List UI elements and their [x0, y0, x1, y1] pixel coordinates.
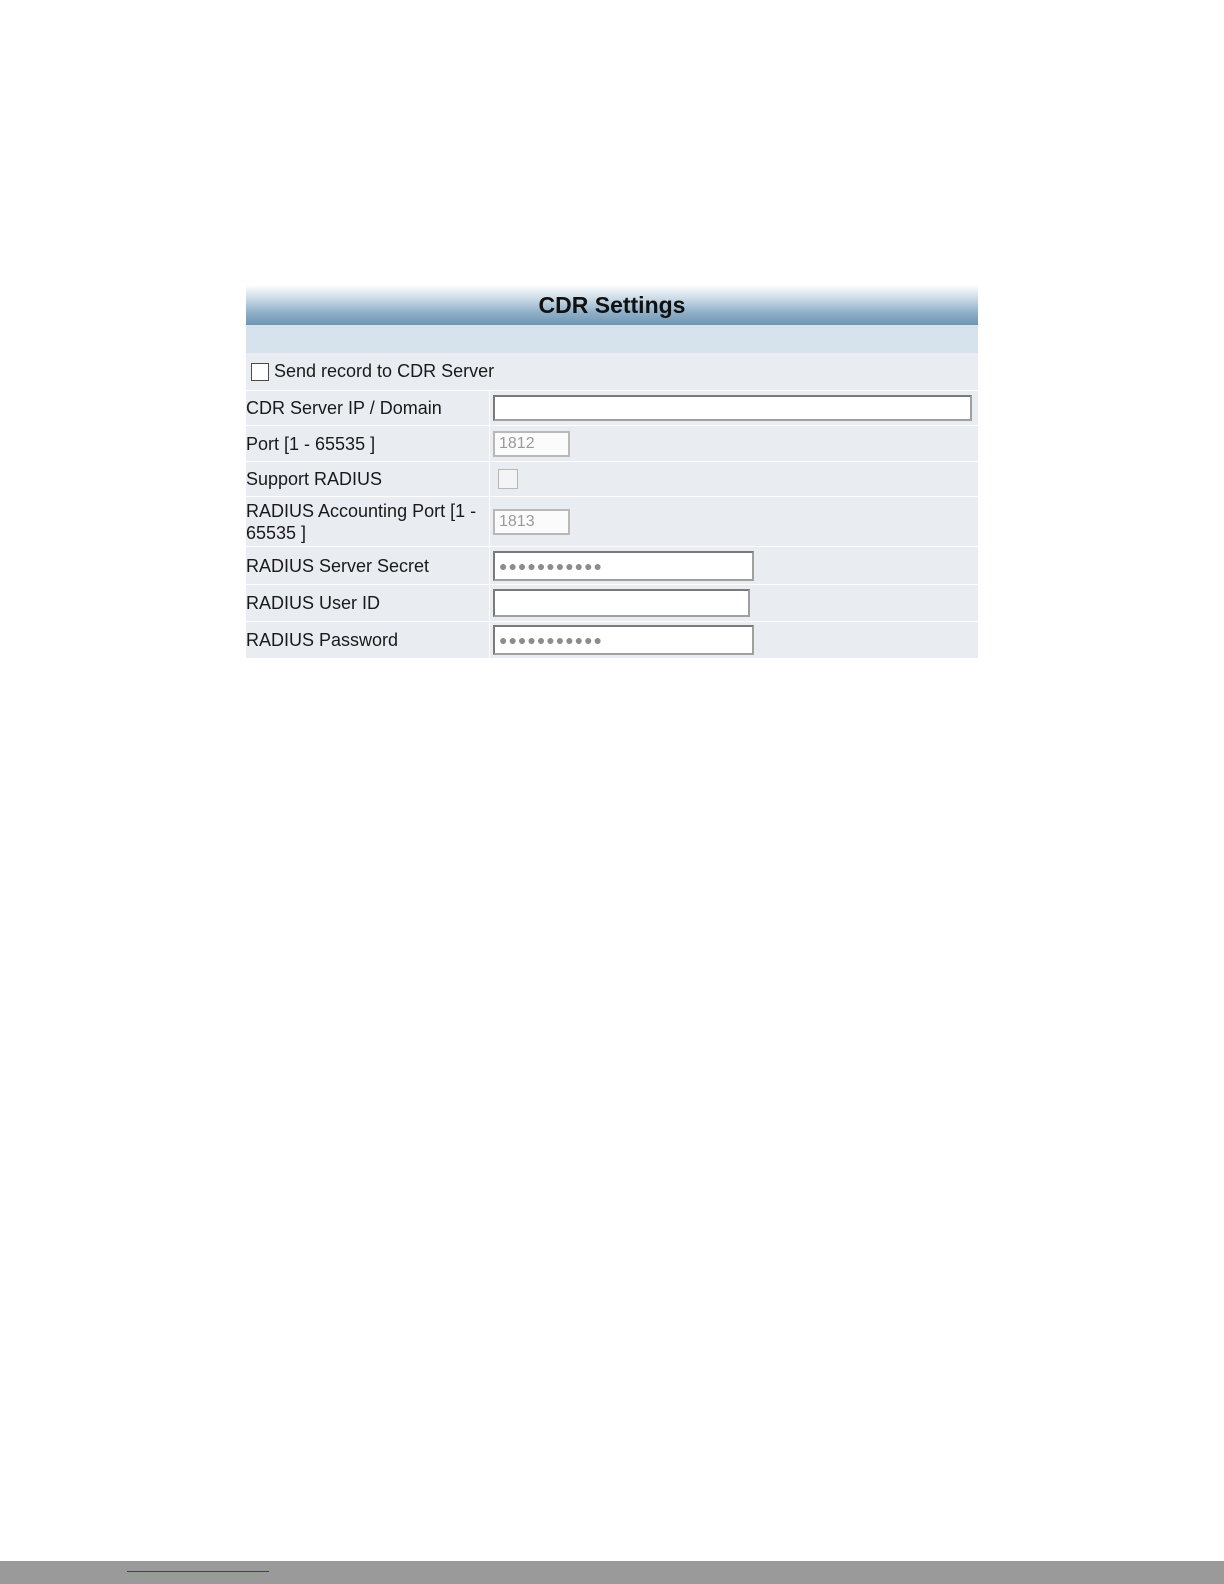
server-ip-label: CDR Server IP / Domain	[246, 391, 490, 425]
panel-title: CDR Settings	[246, 285, 978, 325]
port-label: Port [1 - 65535 ]	[246, 426, 490, 461]
footer-link[interactable]	[127, 1571, 269, 1572]
radius-password-row	[246, 622, 978, 658]
radius-user-input[interactable]	[493, 589, 750, 617]
radius-acct-port-label: RADIUS Accounting Port [1 - 65535 ]	[246, 497, 490, 546]
radius-password-label: RADIUS Password	[246, 622, 490, 658]
port-input[interactable]: 1812	[493, 431, 570, 457]
support-radius-label: Support RADIUS	[246, 462, 490, 496]
radius-secret-row	[246, 547, 978, 585]
support-radius-row	[246, 462, 978, 497]
radius-secret-input[interactable]: ●●●●●●●●●●●	[493, 551, 754, 581]
footer-bar	[0, 1561, 1224, 1584]
panel-subheader	[246, 325, 978, 353]
radius-secret-label: RADIUS Server Secret	[246, 547, 490, 584]
send-record-row	[246, 353, 978, 391]
cdr-settings-panel	[246, 285, 978, 655]
server-ip-input[interactable]	[493, 395, 972, 421]
server-ip-row	[246, 391, 978, 426]
send-record-checkbox[interactable]	[251, 363, 269, 381]
radius-user-label: RADIUS User ID	[246, 585, 490, 621]
radius-acct-port-row	[246, 497, 978, 547]
send-record-label: Send record to CDR Server	[274, 361, 495, 381]
radius-password-input[interactable]: ●●●●●●●●●●●	[493, 625, 754, 655]
support-radius-checkbox[interactable]	[498, 469, 518, 489]
port-row	[246, 426, 978, 462]
radius-acct-port-input[interactable]: 1813	[493, 509, 570, 535]
radius-user-row	[246, 585, 978, 622]
